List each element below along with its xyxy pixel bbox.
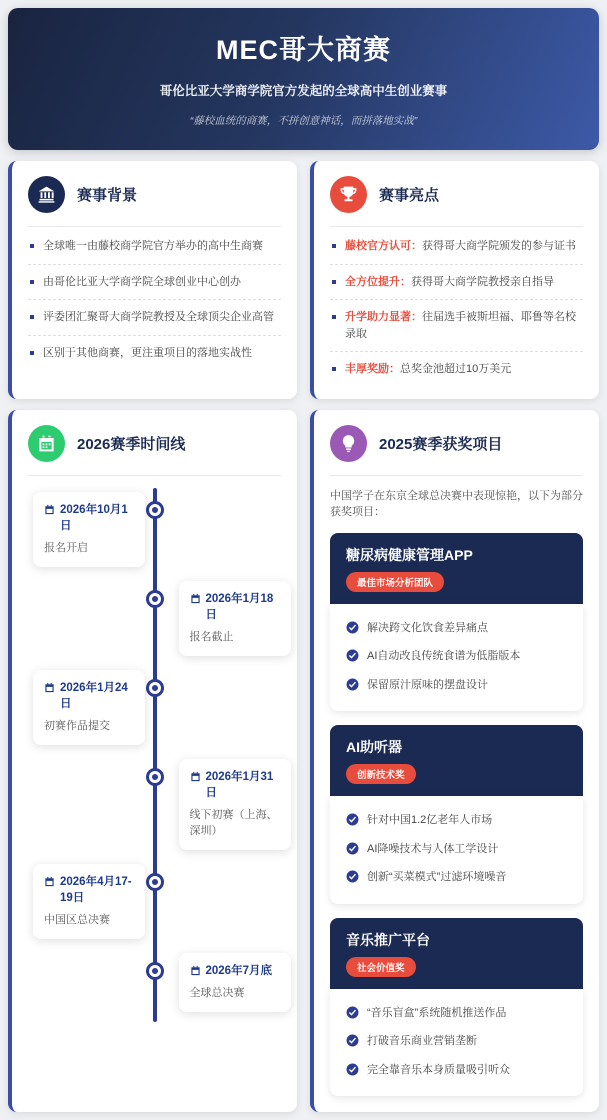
highlight-text: 往届选手被斯坦福、耶鲁等名校录取 <box>345 311 576 340</box>
award-badge: 创新技术奖 <box>346 764 416 784</box>
project-point: “音乐盲盒”系统随机推送作品 <box>346 999 567 1028</box>
check-circle-icon <box>346 1006 359 1019</box>
timeline-dot-icon <box>149 682 161 694</box>
list-item <box>330 229 583 265</box>
check-circle-icon <box>346 870 359 883</box>
timeline-date: 2026年1月31日 <box>205 770 274 799</box>
project-item <box>330 725 583 904</box>
timeline-date: 2026年10月1日 <box>60 503 128 532</box>
timeline-event <box>28 670 281 745</box>
timeline-desc: 报名开启 <box>44 541 88 554</box>
timeline-event-box <box>33 492 145 567</box>
list-item: 全球唯一由藤校商学院官方举办的高中生商赛 <box>28 229 281 265</box>
timeline-event-box <box>33 864 145 939</box>
list-item <box>330 265 583 301</box>
timeline-dot-icon <box>149 771 161 783</box>
timeline-date: 2026年4月17-19日 <box>60 875 132 905</box>
page-quote: “藤校血统的商赛，不拼创意神话，而拼落地实战” <box>189 115 418 127</box>
timeline-dot-icon <box>149 593 161 605</box>
timeline-desc: 全球总决赛 <box>189 987 245 1000</box>
bullet-dot-icon <box>332 280 336 284</box>
row-info <box>8 161 599 399</box>
calendar-small-icon <box>44 682 55 693</box>
check-circle-icon <box>346 842 359 855</box>
project-body <box>330 796 583 904</box>
highlight-label: 藤校官方认可： <box>345 240 422 252</box>
list-item: 区别于其他商赛，更注重项目的落地实战性 <box>28 336 281 371</box>
timeline-event-box <box>179 953 291 1012</box>
project-header <box>330 725 583 796</box>
timeline-event <box>28 864 281 939</box>
timeline-event-box <box>179 759 291 850</box>
project-title: 糖尿病健康管理APP <box>346 546 473 563</box>
timeline-date: 2026年1月18日 <box>205 592 274 621</box>
trophy-icon <box>330 176 367 213</box>
lightbulb-icon <box>330 425 367 462</box>
page-title: MEC哥大商赛 <box>216 35 391 65</box>
calendar-small-icon <box>44 504 55 515</box>
bank-icon <box>28 176 65 213</box>
highlight-label: 全方位提升： <box>345 275 411 288</box>
projects-card-title: 2025赛季获奖项目 <box>379 435 503 453</box>
highlight-text: 获得哥大商学院教授亲自指导 <box>411 275 554 288</box>
calendar-small-icon <box>44 876 55 887</box>
project-item <box>330 918 583 1097</box>
projects-intro: 中国学子在东京全球总决赛中表现惊艳，以下为部分获奖项目： <box>330 489 583 518</box>
project-point: 创新“买菜模式”过滤环境噪音 <box>346 863 567 892</box>
project-point: 完全靠音乐本身质量吸引听众 <box>346 1056 567 1085</box>
background-card-header <box>28 176 281 227</box>
check-circle-icon <box>346 621 359 634</box>
list-item <box>330 300 583 352</box>
highlight-label: 丰厚奖励： <box>345 363 400 375</box>
check-circle-icon <box>346 1034 359 1047</box>
timeline-event <box>28 581 281 656</box>
project-point: 针对中国1.2亿老年人市场 <box>346 806 567 835</box>
background-list <box>28 229 281 370</box>
project-point: AI自动改良传统食谱为低脂版本 <box>346 642 567 671</box>
list-item: 由哥伦比亚大学商学院全球创业中心创办 <box>28 265 281 301</box>
hero-banner <box>8 8 599 150</box>
bullet-dot-icon <box>30 351 34 355</box>
bullet-dot-icon <box>332 244 336 248</box>
timeline-desc: 线下初赛（上海、深圳） <box>189 809 278 837</box>
timeline-desc: 中国区总决赛 <box>44 914 110 927</box>
timeline-dot-icon <box>149 504 161 516</box>
project-point: AI降噪技术与人体工学设计 <box>346 835 567 864</box>
timeline-desc: 初赛作品提交 <box>44 719 110 732</box>
highlights-card <box>310 161 599 399</box>
bullet-dot-icon <box>332 367 336 371</box>
bullet-dot-icon <box>30 315 34 319</box>
timeline-date: 2026年7月底 <box>205 965 272 978</box>
check-circle-icon <box>346 649 359 662</box>
timeline-desc: 报名截止 <box>189 630 234 643</box>
project-point: 保留原汁原味的摆盘设计 <box>346 671 567 700</box>
timeline-card <box>8 410 297 1113</box>
project-body <box>330 989 583 1097</box>
list-item: 评委团汇聚哥大商学院教授及全球顶尖企业高管 <box>28 300 281 336</box>
page-subtitle: 哥伦比亚大学商学院官方发起的全球高中生创业赛事 <box>159 84 448 98</box>
highlights-card-header <box>330 176 583 227</box>
timeline-event <box>28 492 281 567</box>
row-details <box>8 410 599 1113</box>
list-item <box>330 352 583 387</box>
highlights-card-title: 赛事亮点 <box>379 187 440 204</box>
project-body <box>330 604 583 712</box>
project-header <box>330 918 583 989</box>
timeline-date: 2026年1月24日 <box>60 681 128 710</box>
projects-card <box>310 410 599 1113</box>
project-item <box>330 533 583 712</box>
award-badge: 社会价值奖 <box>346 957 416 977</box>
timeline-card-header <box>28 425 281 476</box>
project-point: 打破音乐商业营销垄断 <box>346 1027 567 1056</box>
calendar-icon <box>28 425 65 462</box>
timeline-event-box <box>33 670 145 745</box>
highlight-text: 获得哥大商学院颁发的参与证书 <box>422 240 576 252</box>
bullet-dot-icon <box>30 280 34 284</box>
check-circle-icon <box>346 1063 359 1076</box>
timeline-dot-icon <box>149 876 161 888</box>
timeline-line <box>153 488 157 1023</box>
project-title: 音乐推广平台 <box>346 931 430 948</box>
project-title: AI助听器 <box>346 739 402 755</box>
check-circle-icon <box>346 813 359 826</box>
timeline-event-box <box>179 581 291 656</box>
calendar-small-icon <box>190 965 201 976</box>
project-point: 解决跨文化饮食差异痛点 <box>346 614 567 643</box>
timeline <box>28 476 281 1033</box>
highlight-label: 升学助力显著： <box>345 311 422 323</box>
projects-card-header <box>330 425 583 476</box>
bullet-dot-icon <box>332 315 336 319</box>
check-circle-icon <box>346 678 359 691</box>
highlight-text: 总奖金池超过10万美元 <box>400 363 512 375</box>
project-header <box>330 533 583 604</box>
calendar-small-icon <box>190 771 201 782</box>
background-card <box>8 161 297 399</box>
timeline-event <box>28 953 281 1012</box>
award-badge: 最佳市场分析团队 <box>346 572 444 592</box>
background-card-title: 赛事背景 <box>77 187 138 204</box>
timeline-event <box>28 759 281 850</box>
highlights-list <box>330 229 583 387</box>
bullet-dot-icon <box>30 244 34 248</box>
timeline-dot-icon <box>149 965 161 977</box>
calendar-small-icon <box>190 593 201 604</box>
timeline-card-title: 2026赛季时间线 <box>77 435 186 453</box>
